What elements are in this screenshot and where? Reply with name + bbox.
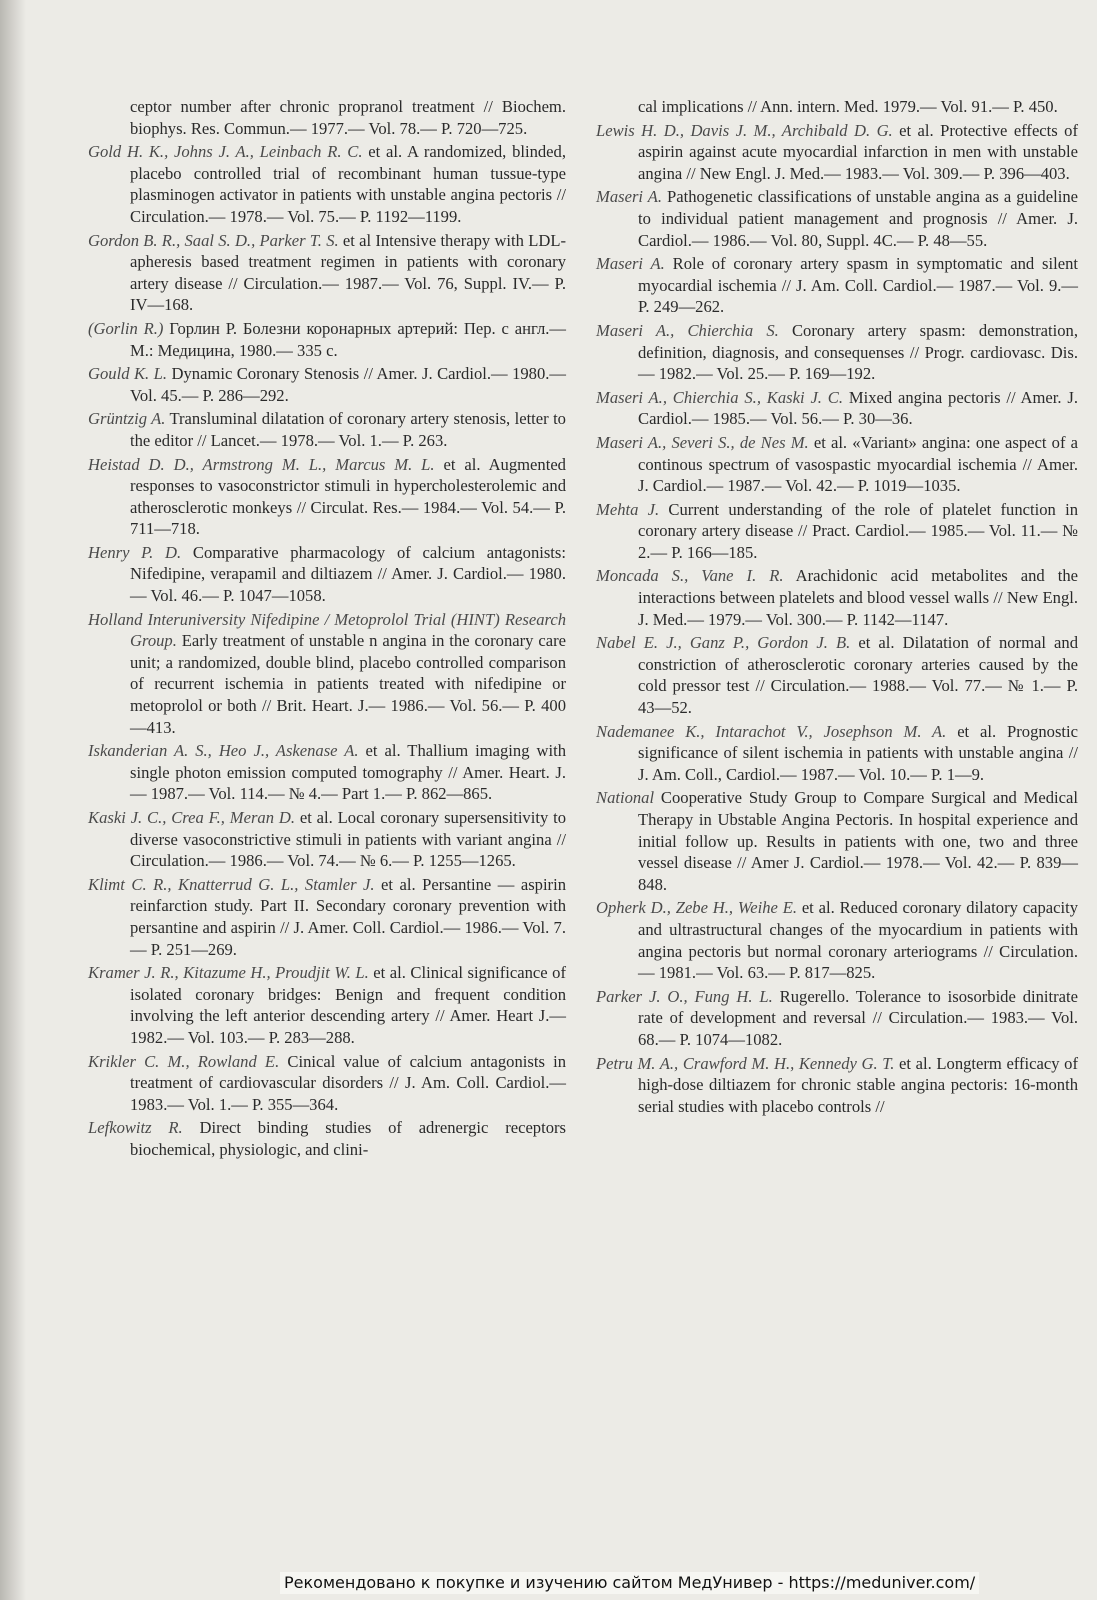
left-reference-column	[88, 96, 566, 1163]
reference-entry	[596, 320, 1078, 385]
reference-text: et al. Thallium imaging with single photon emission computed tomography // Amer. Heart. J.— 1987.— Vol. 114.— № 4.— Part 1.— P. 862—865.	[130, 741, 567, 804]
reference-authors: Maseri A.	[596, 187, 662, 207]
reference-text: et al. Dilatation of normal and constriction of atherosclerotic coronary arteries caused by the cold pressor test // Circulation.— 1988.— Vol. 77.— № 1.— P. 43—52.	[638, 633, 1078, 718]
reference-authors: Krikler C. M., Rowland E.	[88, 1051, 280, 1071]
reference-authors: Mehta J.	[596, 499, 660, 519]
reference-entry	[596, 96, 1078, 118]
reference-text: Comparative pharmacology of calcium antagonists: Nifedipine, verapamil and diltiazem // Amer. J. Cardiol.— 1980.— Vol. 46.— P. 1047—1058.	[130, 542, 566, 606]
reference-text: Mixed angina pectoris // Amer. J. Cardiol.— 1985.— Vol. 56.— P. 30—36.	[638, 387, 1078, 429]
reference-entry	[88, 1117, 566, 1160]
reference-authors: Kramer J. R., Kitazume H., Proudjit W. L.	[88, 963, 369, 983]
reference-authors: Petru M. A., Crawford M. H., Kennedy G. T.	[596, 1053, 895, 1073]
reference-entry	[88, 96, 566, 139]
reference-entry	[596, 120, 1078, 185]
reference-text: Arachidonic acid metabolites and the interactions between platelets and blood vessel walls // New Engl. J. Med.— 1979.— Vol. 300.— P. 1142—1147.	[638, 566, 1079, 629]
reference-entry	[596, 186, 1078, 251]
reference-text: Dynamic Coronary Stenosis // Amer. J. Cardiol.— 1980.— Vol. 45.— P. 286—292.	[130, 364, 566, 405]
reference-text: et al. Longterm efficacy of high-dose diltiazem for chronic stable angina pectoris: 16-month serial studies with placebo controls //	[638, 1053, 1078, 1116]
reference-authors: Maseri A., Chierchia S.	[596, 320, 779, 340]
reference-entry	[88, 230, 566, 316]
reference-authors: National	[596, 788, 655, 808]
reference-entry	[596, 1053, 1078, 1118]
reference-entry	[596, 986, 1078, 1051]
reference-authors: Holland Interuniversity Nifedipine / Metoprolol Trial (HINT) Research Group.	[88, 609, 566, 651]
reference-entry	[596, 787, 1078, 895]
reference-entry	[596, 432, 1078, 497]
reference-text: Горлин Р. Болезни коронарных артерий: Пер. с англ.— М.: Медицина, 1980.— 335 с.	[130, 318, 566, 360]
reference-authors: Maseri A., Severi S., de Nes M.	[596, 432, 809, 452]
reference-authors: Iskanderian A. S., Heo J., Askenase A.	[88, 741, 359, 761]
reference-text: Transluminal dilatation of coronary artery stenosis, letter to the editor // Lancet.— 1978.— Vol. 1.— P. 263.	[130, 409, 566, 450]
reference-text: ceptor number after chronic propranol treatment // Biochem. biophys. Res. Commun.— 1977.— Vol. 78.— P. 720—725.	[130, 97, 566, 138]
reference-authors: Grüntzig A.	[88, 409, 166, 429]
reference-text: et al. Augmented responses to vasoconstrictor stimuli in hypercholesterolemic and atherosclerotic monkeys // Circulat. Res.— 1984.— Vol. 54.— P. 711—718.	[130, 454, 566, 539]
reference-authors: Lefkowitz R.	[88, 1118, 183, 1138]
reference-text: et al. Protective effects of aspirin against acute myocardial infarction in men with unstable angina // New Engl. J. Med.— 1983.— Vol. 309.— P. 396—403.	[638, 120, 1078, 183]
reference-text: et al. Reduced coronary dilatory capacity and ultrastructural changes of the myocardium in patients with angina pectoris but normal coronary arteriograms // Circulation.— 1981.— Vol. 63.— P. 817—825.	[638, 898, 1079, 983]
reference-entry	[596, 565, 1078, 630]
reference-entry	[596, 499, 1078, 564]
reference-entry	[88, 740, 566, 805]
reference-text: et al. Persantine — aspirin reinfarction study. Part II. Secondary coronary prevention with persantine and aspirin // J. Amer. Coll. Cardiol.— 1986.— Vol. 7.— P. 251—269.	[130, 874, 566, 959]
reference-authors: Maseri A., Chierchia S., Kaski J. C.	[596, 387, 843, 407]
reference-entry	[88, 141, 566, 227]
reference-text: Current understanding of the role of platelet function in coronary artery disease // Pract. Cardiol.— 1985.— Vol. 11.— № 2.— P. 166—185.	[638, 499, 1078, 562]
reference-text: Rugerello. Tolerance to isosorbide dinitrate rate of development and reversal // Circulation.— 1983.— Vol. 68.— P. 1074—1082.	[638, 986, 1079, 1049]
reference-text: et al. Local coronary supersensitivity to diverse vasoconstrictive stimuli in patients with variant angina // Circulation.— 1986.— Vol. 74.— № 6.— P. 1255—1265.	[130, 808, 566, 871]
reference-entry	[88, 874, 566, 960]
reference-authors: Gould K. L.	[88, 364, 168, 384]
reference-text: Pathogenetic classifications of unstable angina as a guideline to individual patient management and prognosis // Amer. J. Cardiol.— 1986.— Vol. 80, Suppl. 4C.— P. 48—55.	[638, 187, 1078, 250]
right-reference-column	[596, 96, 1078, 1119]
reference-entry	[88, 408, 566, 451]
reference-text: et al. A randomized, blinded, placebo controlled trial of recombinant human tussue-type plasminogen activator in patients with unstable angina pectoris // Circulation.— 1978.— Vol. 75.— P. 1192—1199.	[130, 142, 566, 226]
reference-entry	[88, 454, 566, 540]
reference-authors: Henry P. D.	[88, 542, 182, 562]
reference-entry	[88, 962, 566, 1048]
reference-text: et al. Prognostic significance of silent ischemia in patients with unstable angina // J. Am. Coll., Cardiol.— 1987.— Vol. 10.— P. 1—9.	[638, 721, 1079, 784]
reference-text: Direct binding studies of adrenergic receptors biochemical, physiologic, and clini-	[130, 1118, 566, 1159]
reference-text: cal implications // Ann. intern. Med. 1979.— Vol. 91.— P. 450.	[638, 97, 1058, 116]
reference-authors: Heistad D. D., Armstrong M. L., Marcus M. L.	[88, 454, 435, 474]
reference-entry	[88, 609, 566, 739]
reference-authors: (Gorlin R.)	[88, 318, 164, 338]
reference-entry	[596, 387, 1078, 430]
reference-text: et al Intensive therapy with LDL-apheresis based treatment regimen in patients with coronary artery disease // Circulation.— 1987.— Vol. 76, Suppl. IV.— P. IV—168.	[130, 230, 566, 315]
reference-entry	[88, 1051, 566, 1116]
reference-authors: Kaski J. C., Crea F., Meran D.	[88, 808, 295, 827]
reference-text: Cinical value of calcium antagonists in treatment of cardiovascular disorders // J. Am. Coll. Cardiol.— 1983.— Vol. 1.— P. 355—364.	[130, 1051, 566, 1114]
reference-entry	[88, 318, 566, 361]
reference-entry	[596, 632, 1078, 718]
reference-entry	[596, 721, 1078, 786]
reference-text: et al. «Variant» angina: one aspect of a continous spectrum of vasospastic myocardial ischemia // Amer. J. Cardiol.— 1987.— Vol. 42.— P. 1019—1035.	[638, 432, 1078, 496]
page-edge-shadow	[0, 0, 26, 1600]
reference-text: et al. Clinical significance of isolated coronary bridges: Benign and frequent condition involving the left anterior descending artery // Amer. Heart J.— 1982.— Vol. 103.— P. 283—288.	[130, 963, 566, 1047]
reference-entry	[88, 363, 566, 406]
reference-text: Cooperative Study Group to Compare Surgical and Medical Therapy in Ubstable Angina Pectoris. In hospital experience and initial follow up. Results in patients with one, two and three vessel disease // Amer J. Cardiol.— 1978.— Vol. 42.— P. 839—848.	[638, 788, 1078, 894]
reference-authors: Gold H. K., Johns J. A., Leinbach R. C.	[88, 142, 363, 162]
reference-text: Coronary artery spasm: demonstration, definition, diagnosis, and consequenses // Progr. cardiovasc. Dis.— 1982.— Vol. 25.— P. 169—192.	[638, 320, 1078, 384]
reference-text: Role of coronary artery spasm in symptomatic and silent myocardial ischemia // J. Am. Coll. Cardiol.— 1987.— Vol. 9.— P. 249—262.	[638, 254, 1078, 317]
reference-entry	[88, 542, 566, 607]
reference-entry	[88, 807, 566, 872]
watermark-footer: Рекомендовано к покупке и изучению сайтом МедУнивер - https://meduniver.com/	[280, 1572, 979, 1594]
reference-text: Early treatment of unstable n angina in the coronary care unit; a randomized, double blind, placebo controlled comparison of recurrent ischemia in patients treated with nifedipine or metoprolol or both // Brit. Heart. J.— 1986.— Vol. 56.— P. 400—413.	[130, 631, 566, 737]
reference-entry	[596, 897, 1078, 983]
reference-authors: Moncada S., Vane I. R.	[596, 566, 784, 586]
reference-entry	[596, 253, 1078, 318]
reference-authors: Lewis H. D., Davis J. M., Archibald D. G.	[596, 120, 893, 140]
reference-authors: Opherk D., Zebe H., Weihe E.	[596, 898, 797, 918]
reference-authors: Nabel E. J., Ganz P., Gordon J. B.	[596, 633, 851, 653]
reference-authors: Parker J. O., Fung H. L.	[596, 986, 773, 1006]
reference-authors: Maseri A.	[596, 254, 665, 274]
reference-authors: Nademanee K., Intarachot V., Josephson M. A.	[596, 721, 947, 741]
reference-authors: Gordon B. R., Saal S. D., Parker T. S.	[88, 230, 339, 250]
reference-authors: Klimt C. R., Knatterrud G. L., Stamler J.	[88, 874, 375, 894]
